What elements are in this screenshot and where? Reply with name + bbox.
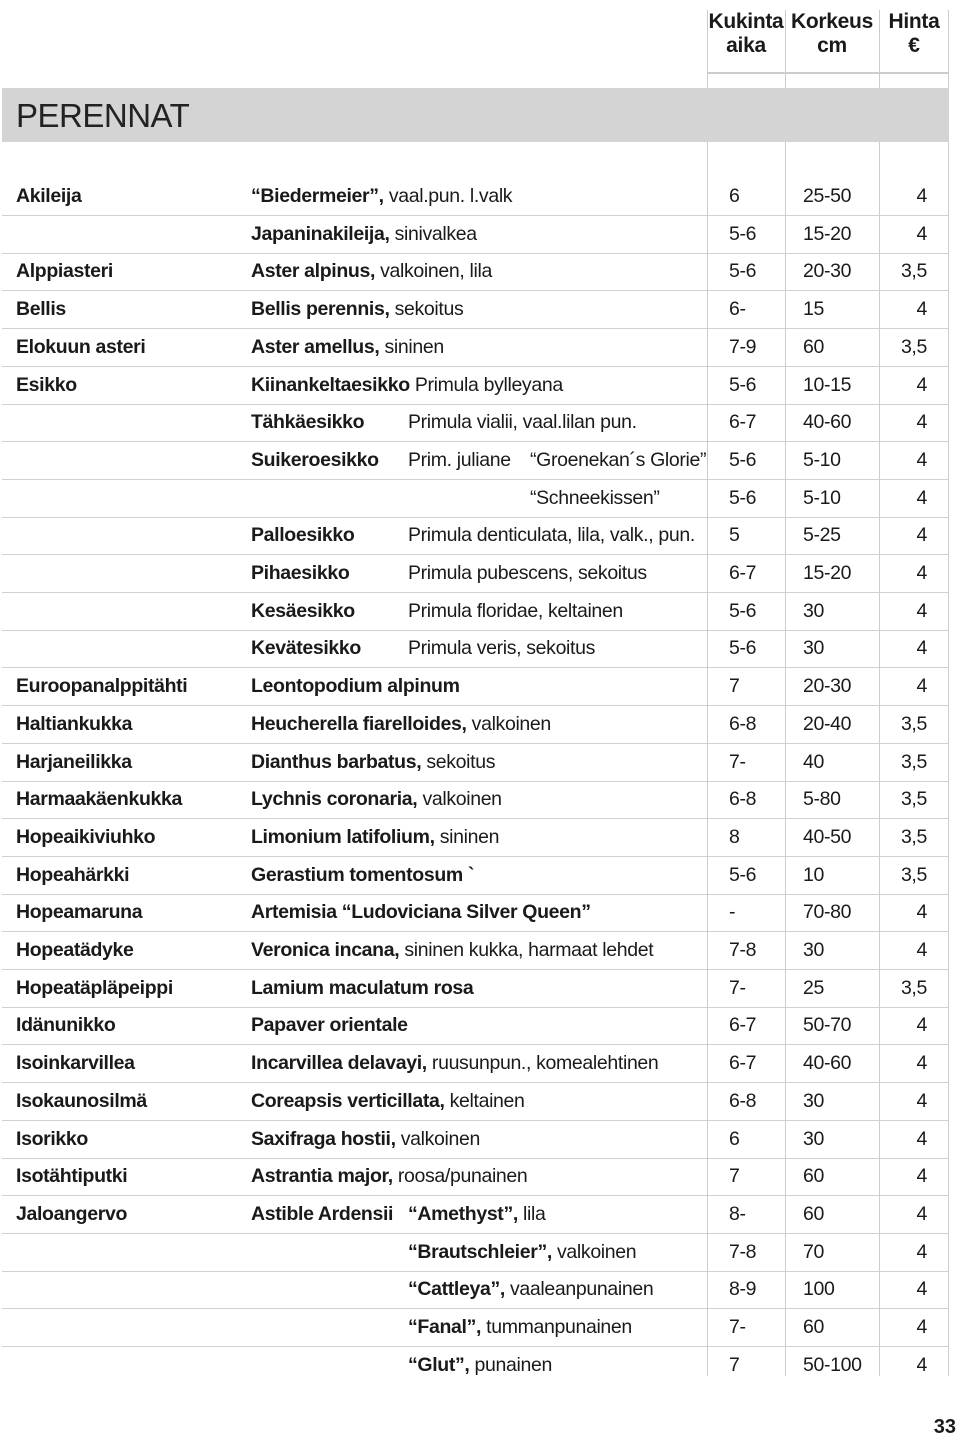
height-cm: 20-30 [803,260,852,283]
height-cm: 5-10 [803,486,841,509]
bloom-time: 7 [729,1353,740,1376]
price-euro: 4 [916,1240,927,1263]
variety [251,178,512,215]
bloom-time: 5-6 [729,448,757,471]
table-row [0,329,960,367]
plant-name: Akileija [16,185,82,207]
height-cm: 40-60 [803,1052,852,1075]
bloom-time: 5-6 [729,373,757,396]
col-header-height [786,10,878,58]
variety [251,442,706,479]
variety-name: Kevätesikko [251,637,361,660]
height-cm: 5-80 [803,788,841,811]
table-row [0,1196,960,1234]
price-euro: 4 [916,1014,927,1037]
variety [251,970,473,1007]
variety-description: sininen [379,335,444,358]
section-title: PERENNAT [16,97,190,134]
variety [251,1007,408,1044]
bloom-time: 6-8 [729,712,757,735]
variety-description: vaaleanpunainen [504,1278,654,1301]
variety [251,216,477,253]
bloom-time: 7-8 [729,939,757,961]
variety-name: Aster alpinus, [251,260,376,283]
table-row [0,630,960,668]
variety-description: Prim. juliane [408,448,511,471]
bloom-time: 5-6 [729,260,757,283]
height-cm: 15-20 [803,562,852,584]
col-header-height-line1: Korkeus [791,10,873,33]
variety [251,857,474,894]
plant-name: Isokaunosilmä [16,1089,147,1112]
height-cm: 10-15 [803,373,852,396]
plant-name: Jaloangervo [16,1202,128,1225]
variety-name: Artemisia “Ludoviciana Silver Queen” [251,901,591,924]
variety-name: Lychnis coronaria, [251,788,418,811]
plant-name: Euroopanalppitähti [16,675,188,698]
price-euro: 4 [916,1278,927,1301]
price-euro: 3,5 [900,260,927,283]
variety-description: Primula vialii, vaal.lilan pun. [408,411,637,434]
variety [251,1045,658,1082]
variety [251,1196,545,1233]
price-euro: 4 [916,1165,927,1188]
variety [251,819,499,856]
bloom-time: 5-6 [729,599,757,622]
variety-name: Tähkäesikko [251,411,365,434]
plant-name: Hopeahärkki [16,863,130,886]
variety-description: tummanpunainen [481,1316,632,1338]
plant-name: Esikko [16,373,77,396]
variety-name: Veronica incana, [251,939,400,961]
height-cm: 30 [803,1089,824,1112]
variety-description: lila [517,1202,546,1225]
variety-description: ruusunpun., komealehtinen [426,1052,659,1075]
bloom-time: 6-7 [729,411,757,434]
variety-name: Dianthus barbatus, [251,750,422,773]
variety-description: roosa/punainen [392,1165,528,1188]
plant-name: Isorikko [16,1127,88,1150]
variety-description: “Groenekan´s Glorie” [530,448,707,471]
variety-name: Astible Ardensii [251,1202,394,1225]
variety-name: Leontopodium alpinum [251,675,460,698]
variety [251,932,653,969]
variety-description: valkoinen [417,788,502,811]
bloom-time: 8-9 [729,1278,757,1301]
price-euro: 4 [916,675,927,698]
price-euro: 3,5 [900,825,927,848]
table-row [0,291,960,329]
table-row [0,442,960,480]
plant-name: Hopeaikiviuhko [16,825,156,848]
variety [251,1158,527,1195]
bloom-time: 5 [729,524,740,547]
height-cm: 60 [803,1202,824,1225]
table-row [0,517,960,555]
variety [251,1309,632,1346]
plant-name: Isoinkarvillea [16,1052,135,1075]
header-divider [707,72,948,74]
table-row [0,668,960,706]
price-euro: 4 [916,939,927,961]
price-euro: 3,5 [900,976,927,999]
price-euro: 4 [916,1127,927,1150]
variety-name: Suikeroesikko [251,448,379,471]
variety-name: Palloesikko [251,524,355,547]
bloom-time: 7- [729,750,746,773]
table-row [0,819,960,857]
table-row [0,593,960,631]
table-row [0,1121,960,1159]
height-cm: 60 [803,1316,824,1338]
table-row [0,932,960,970]
price-euro: 3,5 [900,788,927,811]
variety-name: Bellis perennis, [251,298,390,321]
bloom-time: 6-8 [729,788,757,811]
table-row [0,894,960,932]
table-row [0,970,960,1008]
col-header-time-line2: aika [726,34,766,57]
height-cm: 10 [803,863,824,886]
variety [251,630,595,667]
height-cm: 70 [803,1240,824,1263]
variety-name: Lamium maculatum rosa [251,976,474,999]
height-cm: 30 [803,637,824,660]
variety [251,894,591,931]
table-row [0,555,960,593]
variety [251,1234,636,1271]
variety-name: Incarvillea delavayi, [251,1052,427,1075]
plant-name: Harmaakäenkukka [16,788,183,811]
variety [251,1121,480,1158]
height-cm: 5-25 [803,524,841,547]
table-row [0,253,960,291]
bloom-time: 5-6 [729,486,757,509]
table-row [0,1007,960,1045]
bloom-time: 5-6 [729,637,757,660]
table-row [0,1347,960,1385]
price-euro: 4 [916,448,927,471]
height-cm: 25-50 [803,185,852,207]
table-row [0,1158,960,1196]
variety [251,1083,525,1120]
variety-description: Primula denticulata, lila, valk., pun. [408,524,695,547]
price-euro: 4 [916,1089,927,1112]
bloom-time: 7- [729,1316,746,1338]
table-row [0,857,960,895]
price-euro: 4 [916,637,927,660]
variety-name: Heucherella fiarelloides, [251,712,467,735]
variety-name: “Amethyst”, [408,1202,518,1225]
table-row [0,1234,960,1272]
height-cm: 30 [803,1127,824,1150]
height-cm: 70-80 [803,901,852,924]
table-row [0,781,960,819]
variety-description: Primula pubescens, sekoitus [408,562,647,584]
height-cm: 40-50 [803,825,852,848]
variety-name: Astrantia major, [251,1165,393,1188]
price-euro: 4 [916,1316,927,1338]
variety-name: Papaver orientale [251,1014,408,1037]
variety [251,404,637,441]
variety-description: Primula floridae, keltainen [408,599,623,622]
plant-name: Haltiankukka [16,712,133,735]
variety-name: Aster amellus, [251,335,380,358]
price-euro: 4 [916,901,927,924]
price-euro: 4 [916,298,927,321]
variety-description: valkoinen, lila [375,260,492,283]
bloom-time: 6-8 [729,1089,757,1112]
bloom-time: 6-7 [729,562,757,584]
height-cm: 100 [803,1278,835,1301]
col-header-price [880,10,948,58]
variety-name: Kesäesikko [251,599,355,622]
variety-name: Pihaesikko [251,562,350,584]
price-euro: 3,5 [900,863,927,886]
page-number: 33 [933,1416,956,1438]
variety [251,593,623,630]
variety [251,706,551,743]
price-euro: 3,5 [900,750,927,773]
bloom-time: 5-6 [729,863,757,886]
plant-name: Harjaneilikka [16,750,132,773]
height-cm: 40 [803,750,824,773]
col-header-time-line1: Kukinta [708,10,784,33]
plant-name: Isotähtiputki [16,1165,128,1188]
table-row [0,706,960,744]
variety-description: valkoinen [466,712,551,735]
price-euro: 4 [916,1353,927,1376]
plant-name: Elokuun asteri [16,335,146,358]
height-cm: 40-60 [803,411,852,434]
height-cm: 20-40 [803,712,852,735]
variety [251,480,660,517]
height-cm: 50-70 [803,1014,852,1037]
variety-description: valkoinen [551,1240,637,1263]
price-euro: 4 [916,524,927,547]
price-euro: 4 [916,599,927,622]
price-euro: 4 [916,373,927,396]
variety-name: Limonium latifolium, [251,825,435,848]
bloom-time: 7- [729,976,746,999]
height-cm: 60 [803,335,824,358]
variety [251,781,502,818]
variety [251,329,444,366]
plant-name: Hopeatäpläpeippi [16,976,173,999]
variety-name: Coreapsis verticillata, [251,1089,445,1112]
variety [251,744,495,781]
variety-name: “Brautschleier”, [408,1240,552,1263]
height-cm: 25 [803,976,824,999]
variety-description: sekoitus [389,298,464,321]
height-cm: 30 [803,939,824,961]
bloom-time: 8 [729,825,740,848]
price-euro: 4 [916,1202,927,1225]
height-cm: 60 [803,1165,824,1188]
variety-name: Kiinankeltaesikko [251,373,410,396]
bloom-time: 6 [729,1127,740,1150]
table-row [0,480,960,518]
col-header-price-line1: Hinta [888,10,940,33]
price-euro: 3,5 [900,712,927,735]
bloom-time: 6-7 [729,1052,757,1075]
col-header-height-line2: cm [817,34,847,57]
height-cm: 50-100 [803,1353,862,1376]
bloom-time: 8- [729,1202,746,1225]
variety [251,1347,552,1384]
variety [251,555,647,592]
variety-description: sinivalkea [389,222,477,245]
section-title-bar [2,88,949,142]
variety-name: “Cattleya”, [408,1278,505,1301]
table-row [0,178,960,216]
table-row [0,1271,960,1309]
price-euro: 3,5 [900,335,927,358]
height-cm: 15 [803,298,824,321]
price-euro: 4 [916,562,927,584]
table-row [0,744,960,782]
price-euro: 4 [916,411,927,434]
variety-name: Japaninakileija, [251,222,390,245]
table-row [0,404,960,442]
table-row [0,367,960,405]
variety-description: punainen [469,1353,552,1376]
variety-description: Primula veris, sekoitus [408,637,596,660]
price-euro: 4 [916,222,927,245]
price-euro: 4 [916,185,927,207]
plant-name: Bellis [16,298,66,321]
variety-name: “Glut”, [408,1353,470,1376]
price-euro: 4 [916,486,927,509]
plant-name: Hopeamaruna [16,901,143,924]
variety-name: Saxifraga hostii, [251,1127,396,1150]
bloom-time: 7-9 [729,335,757,358]
variety [251,668,460,705]
variety-description: vaal.pun. l.valk [383,185,513,207]
table-row [0,1083,960,1121]
variety-description: “Schneekissen” [530,486,660,509]
col-header-price-line2: € [908,34,920,57]
height-cm: 5-10 [803,448,841,471]
plant-name: Hopeatädyke [16,939,134,961]
variety-name: “Fanal”, [408,1316,482,1338]
variety-description: Primula bylleyana [409,373,563,396]
height-cm: 15-20 [803,222,852,245]
table-row [0,1309,960,1347]
bloom-time: 6- [729,298,746,321]
variety [251,517,695,554]
plant-name: Alppiasteri [16,260,113,283]
variety-description: keltainen [444,1089,525,1112]
variety [251,253,492,290]
bloom-time: 5-6 [729,222,757,245]
bloom-time: 7 [729,675,740,698]
variety [251,1271,653,1308]
height-cm: 20-30 [803,675,852,698]
variety [251,367,563,404]
bloom-time: 7 [729,1165,740,1188]
variety-name: Gerastium tomentosum ` [251,863,475,886]
variety-description: sekoitus [421,750,496,773]
variety-description: valkoinen [395,1127,480,1150]
table-row [0,1045,960,1083]
variety-description: sininen [434,825,500,848]
table-row [0,216,960,254]
price-euro: 4 [916,1052,927,1075]
bloom-time: 6-7 [729,1014,757,1037]
height-cm: 30 [803,599,824,622]
variety [251,291,463,328]
bloom-time: - [729,901,736,924]
variety-name: “Biedermeier”, [251,185,384,207]
bloom-time: 6 [729,185,740,207]
plant-name: Idänunikko [16,1014,116,1037]
variety-description: sininen kukka, harmaat lehdet [399,939,654,961]
col-header-time [708,10,784,58]
bloom-time: 7-8 [729,1240,757,1263]
